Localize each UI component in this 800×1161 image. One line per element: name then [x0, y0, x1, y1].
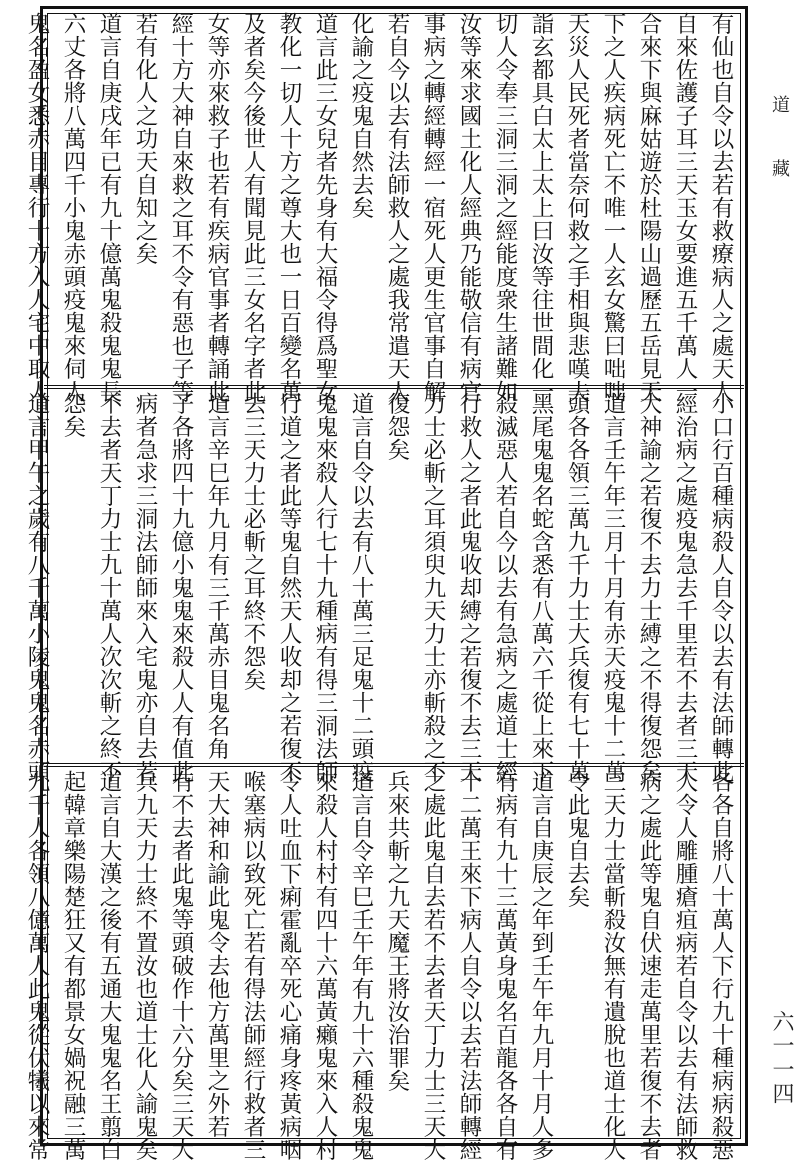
text-column: 大神諭之若復不去力士縛之不得復怨矣: [636, 392, 662, 783]
panel-divider: [44, 385, 744, 389]
text-column: 有仙也自令以去若有救療病人之處天人: [708, 12, 734, 403]
text-column: 起韓章樂陽楚狂又有都景女媧祝融三萬: [60, 770, 86, 1161]
text-column: 各各自將八十萬人下行九十種病病殺惡: [708, 770, 734, 1161]
text-column: 小口行百種病殺人自令以去有法師轉此: [708, 392, 734, 783]
panel-divider: [44, 763, 744, 767]
text-column: 九千人各領八億萬人此鬼從伏犧以來常: [24, 770, 50, 1161]
text-column: 之處此鬼自去若不去者天丁力士三天大: [420, 770, 446, 1161]
text-column: 若有化人之功天自知之矣: [132, 12, 158, 265]
column-container: [20, 12, 738, 403]
text-column: 喉塞病以致死亡若有得法師經行救者三: [240, 770, 266, 1161]
text-column: 天災人民死者當奈何救之手相與悲嘆夫: [564, 12, 590, 403]
text-column: 合來下與麻姑遊於杜陽山過歷五岳見天: [636, 12, 662, 403]
text-column: 不去者天丁力士九十萬人次次斬之終不: [96, 392, 122, 783]
text-panel-bottom: [24, 770, 742, 1161]
text-column: 有病有九十三萬黃身鬼名百龍各各自有: [492, 770, 518, 1161]
text-column: 復怨矣: [384, 392, 410, 461]
text-column: 病之處此等鬼自伏速走萬里若復不去者: [636, 770, 662, 1161]
text-column: 令此鬼自去矣: [564, 770, 590, 908]
page-number: 六一一四: [769, 1010, 794, 1106]
text-column: 令人吐血下痢霍亂卒死心痛身疼黃病咽: [276, 770, 302, 1161]
text-column: 兵九天力士終不置汝也道士化人諭鬼矣: [132, 770, 158, 1161]
text-column: 教化一切人十方之尊大也一日百變名萬: [276, 12, 302, 403]
text-column: 道言自令以去有八十萬三足鬼十二頭疫: [348, 392, 374, 783]
text-column: 有不去者此鬼等頭破作十六分矣三天大: [168, 770, 194, 1161]
text-column: 道言辛巳年九月有三千萬赤目鬼名角: [204, 392, 230, 760]
text-column: 來殺人村村有四十六萬黃癩鬼來入人村: [312, 770, 338, 1161]
text-column: 三天力士當斬殺汝無有遺脫也道士化人: [600, 770, 626, 1161]
text-column: 下之人疾病死亡不唯一人玄女驚曰咄咄: [600, 12, 626, 403]
text-panel-top: [24, 12, 742, 403]
text-column: 道言自大漢之後有五通大鬼鬼名王翦白: [96, 770, 122, 1161]
text-column: 黑尾鬼鬼名蛇含悉有八萬六千從上來下: [528, 392, 554, 783]
text-column: 道言自庚戌年已有九十億萬鬼殺鬼鬼長: [96, 12, 122, 403]
text-column: 殺滅惡人若自今以去有急病之處道士經: [492, 392, 518, 783]
text-column: 去三天力士必斬之耳終不怨矣: [240, 392, 266, 691]
text-column: 病者急求三洞法師師來入宅鬼亦自去若: [132, 392, 158, 783]
text-column: 自來佐護子耳三天玉女要進五千萬人一: [672, 12, 698, 403]
text-column: 人令人雕腫瘡疽病若自令以去有法師救: [672, 770, 698, 1161]
text-column: 事病之轉經轉經一宿死人更生官事自解: [420, 12, 446, 403]
text-column: 及者矣今後世人有聞見此三女名字者此: [240, 12, 266, 403]
text-column: 切人令奉三洞三洞之經能度衆生諸難如: [492, 12, 518, 403]
text-column: 鬼名盈女悉赤目專行十方入人宅中取人: [24, 12, 50, 403]
margin-title: 道 藏: [769, 95, 790, 191]
text-column: 道言甲午之歲有八千萬小陵鬼鬼名赤頭: [24, 392, 50, 783]
text-column: 若自今以去有法師救人之處我常遣天人: [384, 12, 410, 403]
text-column: 化諭之疫鬼自然去矣: [348, 12, 374, 219]
text-column: 詣玄都具白太上太上曰汝等往世間化一: [528, 12, 554, 403]
text-panel-middle: [24, 392, 742, 783]
text-column: 經十方大神自來救之耳不令有惡也子等: [168, 12, 194, 403]
text-column: 六丈各將八萬四千小鬼赤頭疫鬼來伺人: [60, 12, 86, 403]
text-column: 鬼鬼來殺人行七十九種病有得三洞法師: [312, 392, 338, 783]
text-column: 力士必斬之耳須臾九天力士亦斬殺之不: [420, 392, 446, 783]
text-column: 頭各各領三萬九千力士大兵復有七十萬: [564, 392, 590, 783]
column-container: [20, 770, 738, 1161]
text-column: 道言自令辛巳壬午年有九十六種殺鬼鬼: [348, 770, 374, 1161]
column-container: [20, 392, 738, 783]
text-column: 子各將四十九億小鬼鬼來殺人人有值此: [168, 392, 194, 783]
text-column: 道言自庚辰之年到壬午年九月十月人多: [528, 770, 554, 1161]
text-column: 道言此三女兒者先身有大福令得爲聖女: [312, 12, 338, 403]
text-column: 道言壬午年三月十月有赤天疫鬼十二萬: [600, 392, 626, 783]
text-column: 十二萬王來下病人自令以去若法師轉經: [456, 770, 482, 1161]
text-column: 兵來共斬之九天魔王將汝治罪矣: [384, 770, 410, 1092]
text-column: 天大神和諭此鬼令去他方萬里之外若: [204, 770, 230, 1138]
text-column: 怨矣: [60, 392, 86, 438]
text-column: 女等亦來救子也若有疾病官事者轉誦此: [204, 12, 230, 403]
text-column: 經治病之處疫鬼急去千里若不去者三天: [672, 392, 698, 783]
text-column: 行救人之者此鬼收却縛之若復不去三天: [456, 392, 482, 783]
text-column: 行道之者此等鬼自然天人收却之若復不: [276, 392, 302, 783]
text-column: 汝等來求國土化人經典乃能敬信有病官: [456, 12, 482, 403]
